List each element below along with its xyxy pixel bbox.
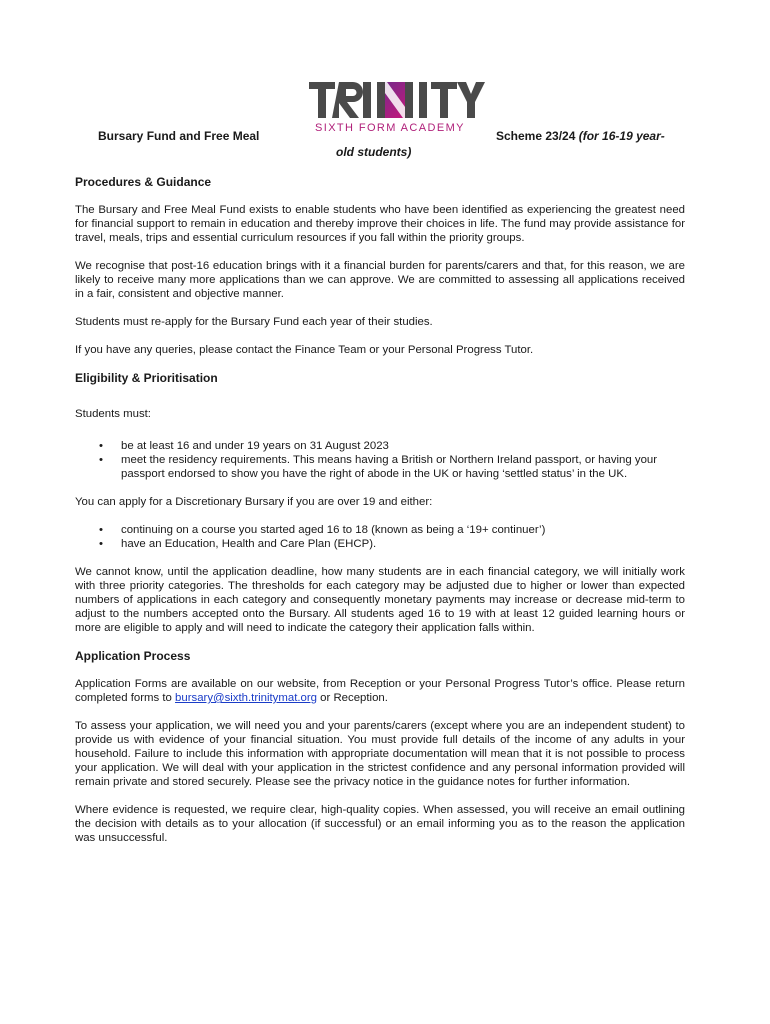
heading-application: Application Process [75, 649, 191, 663]
paragraph: You can apply for a Discretionary Bursary if you are over 19 and either: [75, 496, 433, 508]
text: or Reception. [317, 692, 388, 704]
paragraph: If you have any queries, please contact the Finance Team or your Personal Progress Tutor. [75, 344, 534, 356]
eligibility-list [75, 439, 685, 481]
logo-tagline: SIXTH FORM ACADEMY [315, 122, 465, 134]
document-body [75, 175, 685, 859]
title-scheme: Scheme 23/24 [496, 129, 576, 143]
list-item: • meet the residency requirements. This means having a British or Northern Ireland passport, or having your passport endorsed to show you have the right of abode in the UK or having ‘settled status’ in the UK. [121, 453, 685, 481]
list-item: • be at least 16 and under 19 years on 31 August 2023 [121, 439, 685, 453]
paragraph: Students must: [75, 408, 151, 420]
paragraph: The Bursary and Free Meal Fund exists to enable students who have been identified as experiencing the greatest need for financial support to remain in education and thereby improve their choices in life. The fund may provide assistance for travel, meals, trips and essential curriculum resources if you fall within the priority groups. [75, 204, 685, 244]
document-title-continued: old students) [336, 145, 412, 159]
paragraph [75, 677, 685, 705]
paragraph: Students must re-apply for the Bursary Fund each year of their studies. [75, 316, 433, 328]
document-title-part2 [496, 129, 665, 143]
document-title-part1: Bursary Fund and Free Meal [98, 129, 260, 143]
paragraph: We cannot know, until the application deadline, how many students are in each financial category, we will initially work with three priority categories. The thresholds for each category may be adjusted due to higher or lower than expected numbers of applications in each category and consequently monetary payments may increase or decrease mid-term to adjust to the numbers accepted onto the Bursary. All students aged 16 to 19 with at least 12 guided learning hours or more are eligible to apply and will need to indicate the category their application falls within. [75, 566, 685, 634]
heading-eligibility: Eligibility & Prioritisation [75, 371, 218, 385]
text: Application Forms are available on our website, from Reception or your Personal Progress Tutor’s office. Please return completed forms to [75, 678, 685, 704]
paragraph: We recognise that post-16 education brings with it a financial burden for parents/carers and that, for this reason, we are likely to receive many more applications than we can approve. We are committed to assessing all applications received in a fair, consistent and objective manner. [75, 260, 685, 300]
list-item: • continuing on a course you started aged 16 to 18 (known as being a ‘19+ continuer’) [121, 523, 685, 537]
bursary-email-link[interactable]: bursary@sixth.trinitymat.org [175, 692, 317, 704]
list-item: • have an Education, Health and Care Plan (EHCP). [121, 537, 685, 551]
paragraph: Where evidence is requested, we require clear, high-quality copies. When assessed, you will receive an email outlining the decision with details as to your allocation (if successful) or an email informing you as to the reason the application was unsuccessful. [75, 804, 685, 844]
title-age-range: (for 16-19 year- [578, 129, 665, 143]
paragraph: To assess your application, we will need you and your parents/carers (except where you are an independent student) to provide us with evidence of your financial situation. You must provide full details of the income of any adults in your household. Failure to include this information with appropriate documentation will mean that it is not possible to process your application. We will deal with your application in the strictest confidence and any personal information provided will remain private and stored securely. Please see the privacy notice in the guidance notes for further information. [75, 720, 685, 788]
discretionary-list [75, 523, 685, 551]
heading-procedures: Procedures & Guidance [75, 175, 212, 189]
